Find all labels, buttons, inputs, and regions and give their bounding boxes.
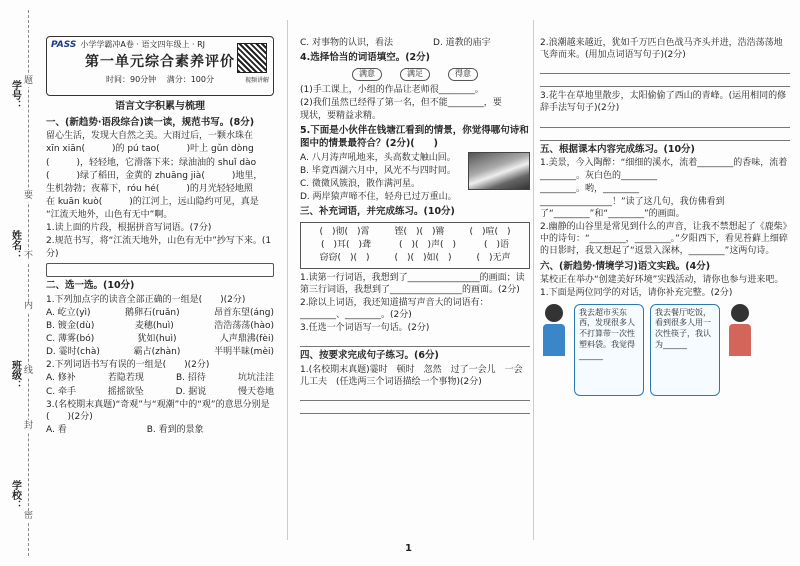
- speech-bubble[interactable]: 我去餐厅吃饭，看到很多人用一次性筷子，我认为______: [650, 304, 720, 396]
- answer-line[interactable]: [540, 118, 790, 128]
- grid-row[interactable]: ( )耳( )聋 ( )( )声( ) ( )语: [320, 240, 509, 251]
- question-text: 2.浪潮越来越近，犹如千万匹白色战马齐头并进，浩浩荡荡地飞奔而来。(用加点词语写句子)(2分): [540, 38, 783, 61]
- option-row[interactable]: C. 薄雾(bó) 犹如(huì) 人声鼎沸(fèi): [46, 333, 274, 344]
- option-line[interactable]: C. 微微风簇浪，散作满河星。: [300, 179, 421, 190]
- section-title: 语言文字积累与梳理: [115, 101, 205, 112]
- passage-line: ( )绿了稻田，金黄的 zhuāng jià( )地里，: [46, 170, 263, 181]
- fill-line[interactable]: 2.幽静的山谷里是常见到什么的声音，让我不禁想起了《鹿柴》中的诗句：“________，________。”夕阳西下，看见苔藓上细碎的日影时，我又想起了“返景入深林，________”这两句诗。: [540, 222, 788, 257]
- page-number: 1: [405, 543, 412, 554]
- word-tag: 满足: [400, 68, 430, 81]
- option-line[interactable]: A. 八月涛声吼地来，头高数丈触山回。: [300, 152, 456, 163]
- fill-line[interactable]: ________________！”读了这几句，我仿佛看到了“________”和“________”的画面。: [540, 196, 725, 219]
- option-row[interactable]: D. 霎时(chà) 霸占(zhàn) 半明半昧(mèi): [46, 347, 274, 358]
- seal-char: 题: [24, 76, 34, 86]
- seal-char: 要: [24, 191, 34, 201]
- question-text: 1.下面是两位同学的对话，请你补充完整。(2分): [540, 288, 733, 299]
- question-text: 2.规范书写，将“江流天地外，山色有无中”抄写下来。(1分): [46, 236, 272, 259]
- question-text: 1.(名校期末真题)霎时 顿时 忽然 过了一会儿 一会儿工夫 (任选两三个词语描绘一个事物)(2分): [300, 365, 523, 388]
- answer-box[interactable]: [46, 263, 274, 277]
- word-tag: 满意: [352, 68, 382, 81]
- dialogue: [540, 304, 790, 396]
- word-bank: [300, 68, 530, 81]
- option-row[interactable]: C. 对事物的认识，看法 D. 道教的庙宇: [300, 38, 491, 48]
- question-heading: 一、(新趋势·语段综合)读一读，规范书写。(8分): [46, 116, 255, 128]
- question-text[interactable]: 1.读第一行词语，我想到了________________的画面；读第三行词语，我想到了________________的画面。(2分): [300, 272, 525, 295]
- question-heading: 四、按要求完成句子练习。(6分): [300, 350, 439, 362]
- qr-label: 视频讲解: [244, 77, 269, 84]
- question-heading: 5.下面是小伙伴在钱塘江看到的情景，你觉得哪句诗和图中的情景最符合？(2分)( ): [300, 125, 529, 149]
- seal-char: 封: [24, 421, 34, 431]
- seal-char: 不: [24, 251, 34, 261]
- seal-char: 密: [24, 511, 34, 521]
- fill-line[interactable]: 1.美景，今入陶醉：“细细的溪水，流着________的香味，流着________。灰白色的________: [540, 158, 788, 181]
- column-divider: [287, 20, 288, 540]
- question-heading: 六、(新趋势·情境学习)语文实践。(4分): [540, 260, 711, 272]
- question-heading: 五、根据课本内容完成练习。(10分): [540, 143, 695, 155]
- passage-line: ( )，轻轻地，它滑落下来；绿油油的 shuǐ dào: [46, 157, 257, 168]
- question-text: 3.(名校期末真题)“奇观”与“观潮”中的“观”的意思分别是( )(2分): [46, 399, 270, 422]
- exam-header: [46, 36, 274, 96]
- seal-char: 内: [24, 301, 34, 311]
- option-row[interactable]: A. 屹立(yì) 鹅卵石(ruǎn) 昂首东望(áng): [46, 307, 274, 318]
- option-row[interactable]: B. 镀金(dù) 麦穗(huì) 浩浩荡荡(hào): [46, 320, 274, 331]
- grid-row[interactable]: 窃窃( )( ) ( )( )如( ) ( )无声: [319, 253, 511, 264]
- binding-margin: [0, 0, 40, 566]
- class-label: 班级：: [9, 360, 21, 390]
- passage-line: xīn xiān( )的 pú tao( )叶上 gǔn dòng: [46, 144, 254, 155]
- grid-row[interactable]: ( )彻( )霄 铿( )( )锵 ( )喧( ): [319, 227, 511, 238]
- answer-line[interactable]: [540, 64, 790, 74]
- answer-line[interactable]: [540, 77, 790, 87]
- option-line[interactable]: D. 两岸猿声啼不住，轻舟已过万重山。: [300, 192, 457, 203]
- student-avatar: [726, 304, 754, 364]
- option-row[interactable]: A. 修补 若隐若现 B. 招待 坑坑洼洼: [46, 373, 274, 384]
- fill-line[interactable]: (1)手工课上，小组的作品让老师很________。: [300, 84, 484, 95]
- question-text: 2.下列词语书写有误的一组是( )(2分): [46, 360, 210, 371]
- passage-line: 生机勃勃；夜幕下，róu hé( )的月光轻轻地照: [46, 183, 253, 194]
- speech-bubble[interactable]: 我去超市买东西，发现很多人不打算带一次性塑料袋。我觉得______: [574, 304, 644, 396]
- question-heading: 4.选择恰当的词语填空。(2分): [300, 52, 431, 64]
- tide-photo: [468, 152, 530, 190]
- passage-line: 在 kuān kuò( )的江河上，远山隐约可见，真是: [46, 197, 259, 208]
- word-grid: [300, 222, 530, 268]
- question-heading: 二、选一选。(10分): [46, 279, 135, 291]
- passage-line: 留心生活，发现大自然之美。大雨过后，一颗水珠在: [46, 131, 254, 142]
- qr-code[interactable]: [237, 43, 267, 73]
- question-text: 3.花牛在草地里散步，太阳偷偷了西山的青峰。(运用相同的修辞手法写句子)(2分): [540, 91, 787, 114]
- answer-line[interactable]: [540, 131, 790, 141]
- word-tag: 得意: [448, 68, 478, 81]
- option-row[interactable]: A. 看 B. 看到的景象: [46, 424, 204, 435]
- question-text[interactable]: 2.除以上词语，我还知道描写声音大的词语有：________、________。(2分): [300, 297, 489, 321]
- passage-line: “江流天地外，山色有无中”啊。: [46, 210, 173, 221]
- series-name: 小学学霸冲A卷 · 语文四年级上 · RJ: [80, 39, 206, 49]
- scenario-text: 某校正在举办“创建美好环境”实践活动，请你也参与进来吧。: [540, 275, 784, 286]
- brand-logo: PASS: [51, 40, 77, 50]
- question-text: 1.读上面的片段，根据拼音写词语。(7分): [46, 223, 212, 234]
- question-text: 1.下列加点字的读音全部正确的一组是( )(2分): [46, 294, 246, 305]
- answer-line[interactable]: [300, 391, 530, 401]
- student-avatar: [540, 304, 568, 364]
- fill-line[interactable]: (2)我们虽然已经得了第一名，但不能________，要: [300, 97, 502, 108]
- question-text: 3.任选一个词语写一句话。(2分): [300, 323, 430, 334]
- option-line[interactable]: B. 毕竟西湖六月中，风光不与四时同。: [300, 165, 456, 176]
- seal-line: [28, 10, 29, 556]
- fill-line[interactable]: ________。哟，________: [540, 183, 640, 194]
- answer-line[interactable]: [300, 404, 530, 414]
- seal-char: 线: [24, 366, 34, 376]
- column-middle: [300, 36, 530, 417]
- column-left: [46, 36, 274, 437]
- column-right: [540, 36, 790, 396]
- school-label: 学校：: [9, 480, 21, 510]
- exam-score: 满分：100分: [166, 75, 214, 85]
- fill-line: 现状，要精益求精。: [300, 111, 382, 122]
- exam-title: 第一单元综合素养评价: [85, 54, 235, 71]
- exam-time: 时间：90分钟: [105, 75, 157, 85]
- option-row[interactable]: C. 牵手 摇摇欲坠 D. 据说 慢天卷地: [46, 386, 274, 397]
- column-divider: [533, 20, 534, 540]
- student-id-label: 学号：: [9, 80, 21, 110]
- question-heading: 三、补充词语，并完成练习。(10分): [300, 206, 455, 218]
- name-label: 姓名：: [9, 230, 21, 260]
- answer-line[interactable]: [300, 337, 530, 347]
